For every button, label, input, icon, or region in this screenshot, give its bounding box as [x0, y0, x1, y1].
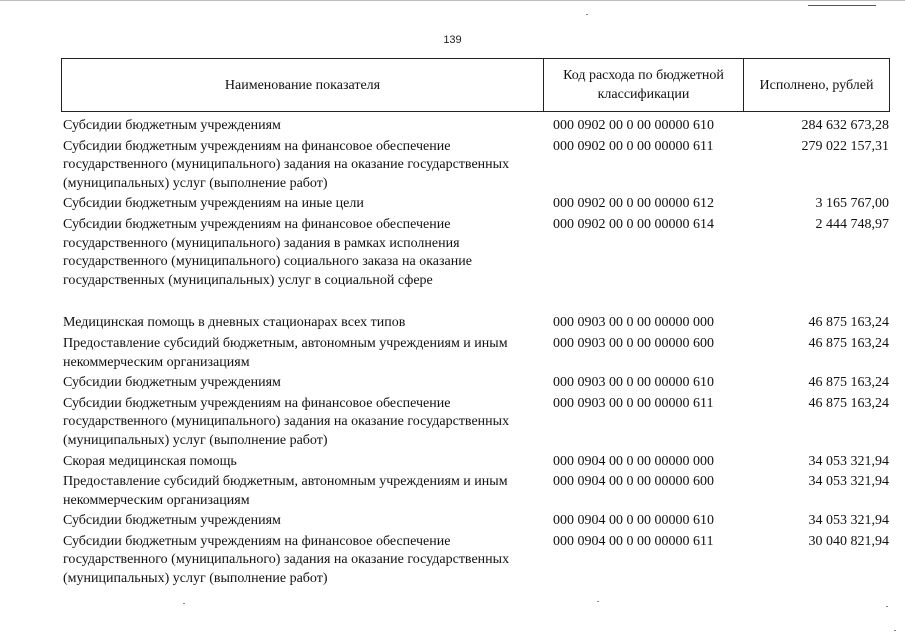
expense-code: 000 0904 00 0 00 00000 000 — [553, 453, 714, 469]
indicator-name: Предоставление субсидий бюджетным, автономным учреждениям и иным некоммерческим организациям — [63, 474, 508, 508]
table-row — [63, 195, 889, 214]
table-header — [61, 58, 890, 112]
amount-executed: 34 053 321,94 — [808, 513, 889, 529]
scan-speck — [894, 630, 896, 631]
expense-code: 000 0902 00 0 00 00000 611 — [553, 138, 714, 154]
table-row — [63, 216, 889, 290]
expense-code: 000 0903 00 0 00 00000 611 — [553, 395, 714, 411]
amount-executed: 46 875 163,24 — [808, 315, 889, 331]
scan-speck — [886, 606, 888, 607]
expense-code: 000 0904 00 0 00 00000 610 — [553, 513, 714, 529]
table-row — [63, 117, 889, 136]
expense-code: 000 0903 00 0 00 00000 600 — [553, 335, 714, 351]
top-border-line — [0, 0, 905, 1]
table-row — [63, 533, 889, 589]
table-row — [63, 453, 889, 472]
amount-executed: 279 022 157,31 — [801, 138, 889, 154]
indicator-name: Субсидии бюджетным учреждениям — [63, 513, 281, 529]
amount-executed: 30 040 821,94 — [808, 533, 889, 549]
amount-executed: 46 875 163,24 — [808, 395, 889, 411]
indicator-name: Предоставление субсидий бюджетным, автономным учреждениям и иным некоммерческим организациям — [63, 335, 508, 370]
amount-executed: 2 444 748,97 — [815, 216, 889, 232]
indicator-name: Медицинская помощь в дневных стационарах всех типов — [63, 315, 406, 331]
amount-executed: 34 053 321,94 — [808, 474, 889, 490]
amount-executed: 34 053 321,94 — [808, 453, 889, 469]
indicator-name: Субсидии бюджетным учреждениям на финансовое обеспечение государственного (муниципального) задания на оказание государственных (муниципальных) услуг (выполнение работ) — [63, 395, 510, 448]
amount-executed: 46 875 163,24 — [808, 335, 889, 351]
header-code-column: Код расхода по бюджетной классификации — [544, 59, 744, 111]
expense-code: 000 0904 00 0 00 00000 600 — [553, 474, 714, 490]
table-row — [63, 314, 889, 333]
expense-code: 000 0902 00 0 00 00000 614 — [553, 216, 714, 232]
amount-executed: 46 875 163,24 — [808, 375, 889, 391]
corner-mark — [808, 5, 876, 6]
expense-code: 000 0902 00 0 00 00000 612 — [553, 196, 714, 212]
indicator-name: Субсидии бюджетным учреждениям — [63, 375, 281, 391]
expense-code: 000 0903 00 0 00 00000 610 — [553, 375, 714, 391]
scan-speck — [183, 603, 185, 604]
indicator-name: Субсидии бюджетным учреждениям — [63, 118, 281, 133]
table-row — [63, 138, 889, 194]
amount-executed: 284 632 673,28 — [801, 118, 889, 133]
table-row — [63, 473, 889, 510]
indicator-name: Субсидии бюджетным учреждениям на финансовое обеспечение государственного (муниципального) задания на оказание государственных (муниципальных) услуг (выполнение работ) — [63, 533, 510, 587]
page-number: 139 — [443, 34, 462, 46]
indicator-name: Субсидии бюджетным учреждениям на иные цели — [63, 196, 364, 212]
table-body — [63, 117, 889, 591]
indicator-name: Скорая медицинская помощь — [63, 453, 237, 469]
table-row — [63, 395, 889, 451]
table-row — [63, 374, 889, 393]
indicator-name: Субсидии бюджетным учреждениям на финансовое обеспечение государственного (муниципального) задания в рамках исполнения государственного (муниципального) социального заказа на оказание государственных (муниципальных) услуг в социальной сфере — [63, 216, 472, 288]
expense-code: 000 0904 00 0 00 00000 611 — [553, 533, 714, 549]
scan-speck — [586, 14, 588, 15]
table-row — [63, 335, 889, 372]
expense-code: 000 0903 00 0 00 00000 000 — [553, 315, 714, 331]
amount-executed: 3 165 767,00 — [815, 196, 889, 212]
header-amount-column: Исполнено, рублей — [759, 77, 874, 93]
scan-speck — [597, 601, 599, 602]
indicator-name: Субсидии бюджетным учреждениям на финансовое обеспечение государственного (муниципального) задания на оказание государственных (муниципальных) услуг (выполнение работ) — [63, 138, 510, 191]
expense-code: 000 0902 00 0 00 00000 610 — [553, 118, 714, 133]
table-row — [63, 512, 889, 531]
header-name-column: Наименование показателя — [62, 59, 544, 111]
